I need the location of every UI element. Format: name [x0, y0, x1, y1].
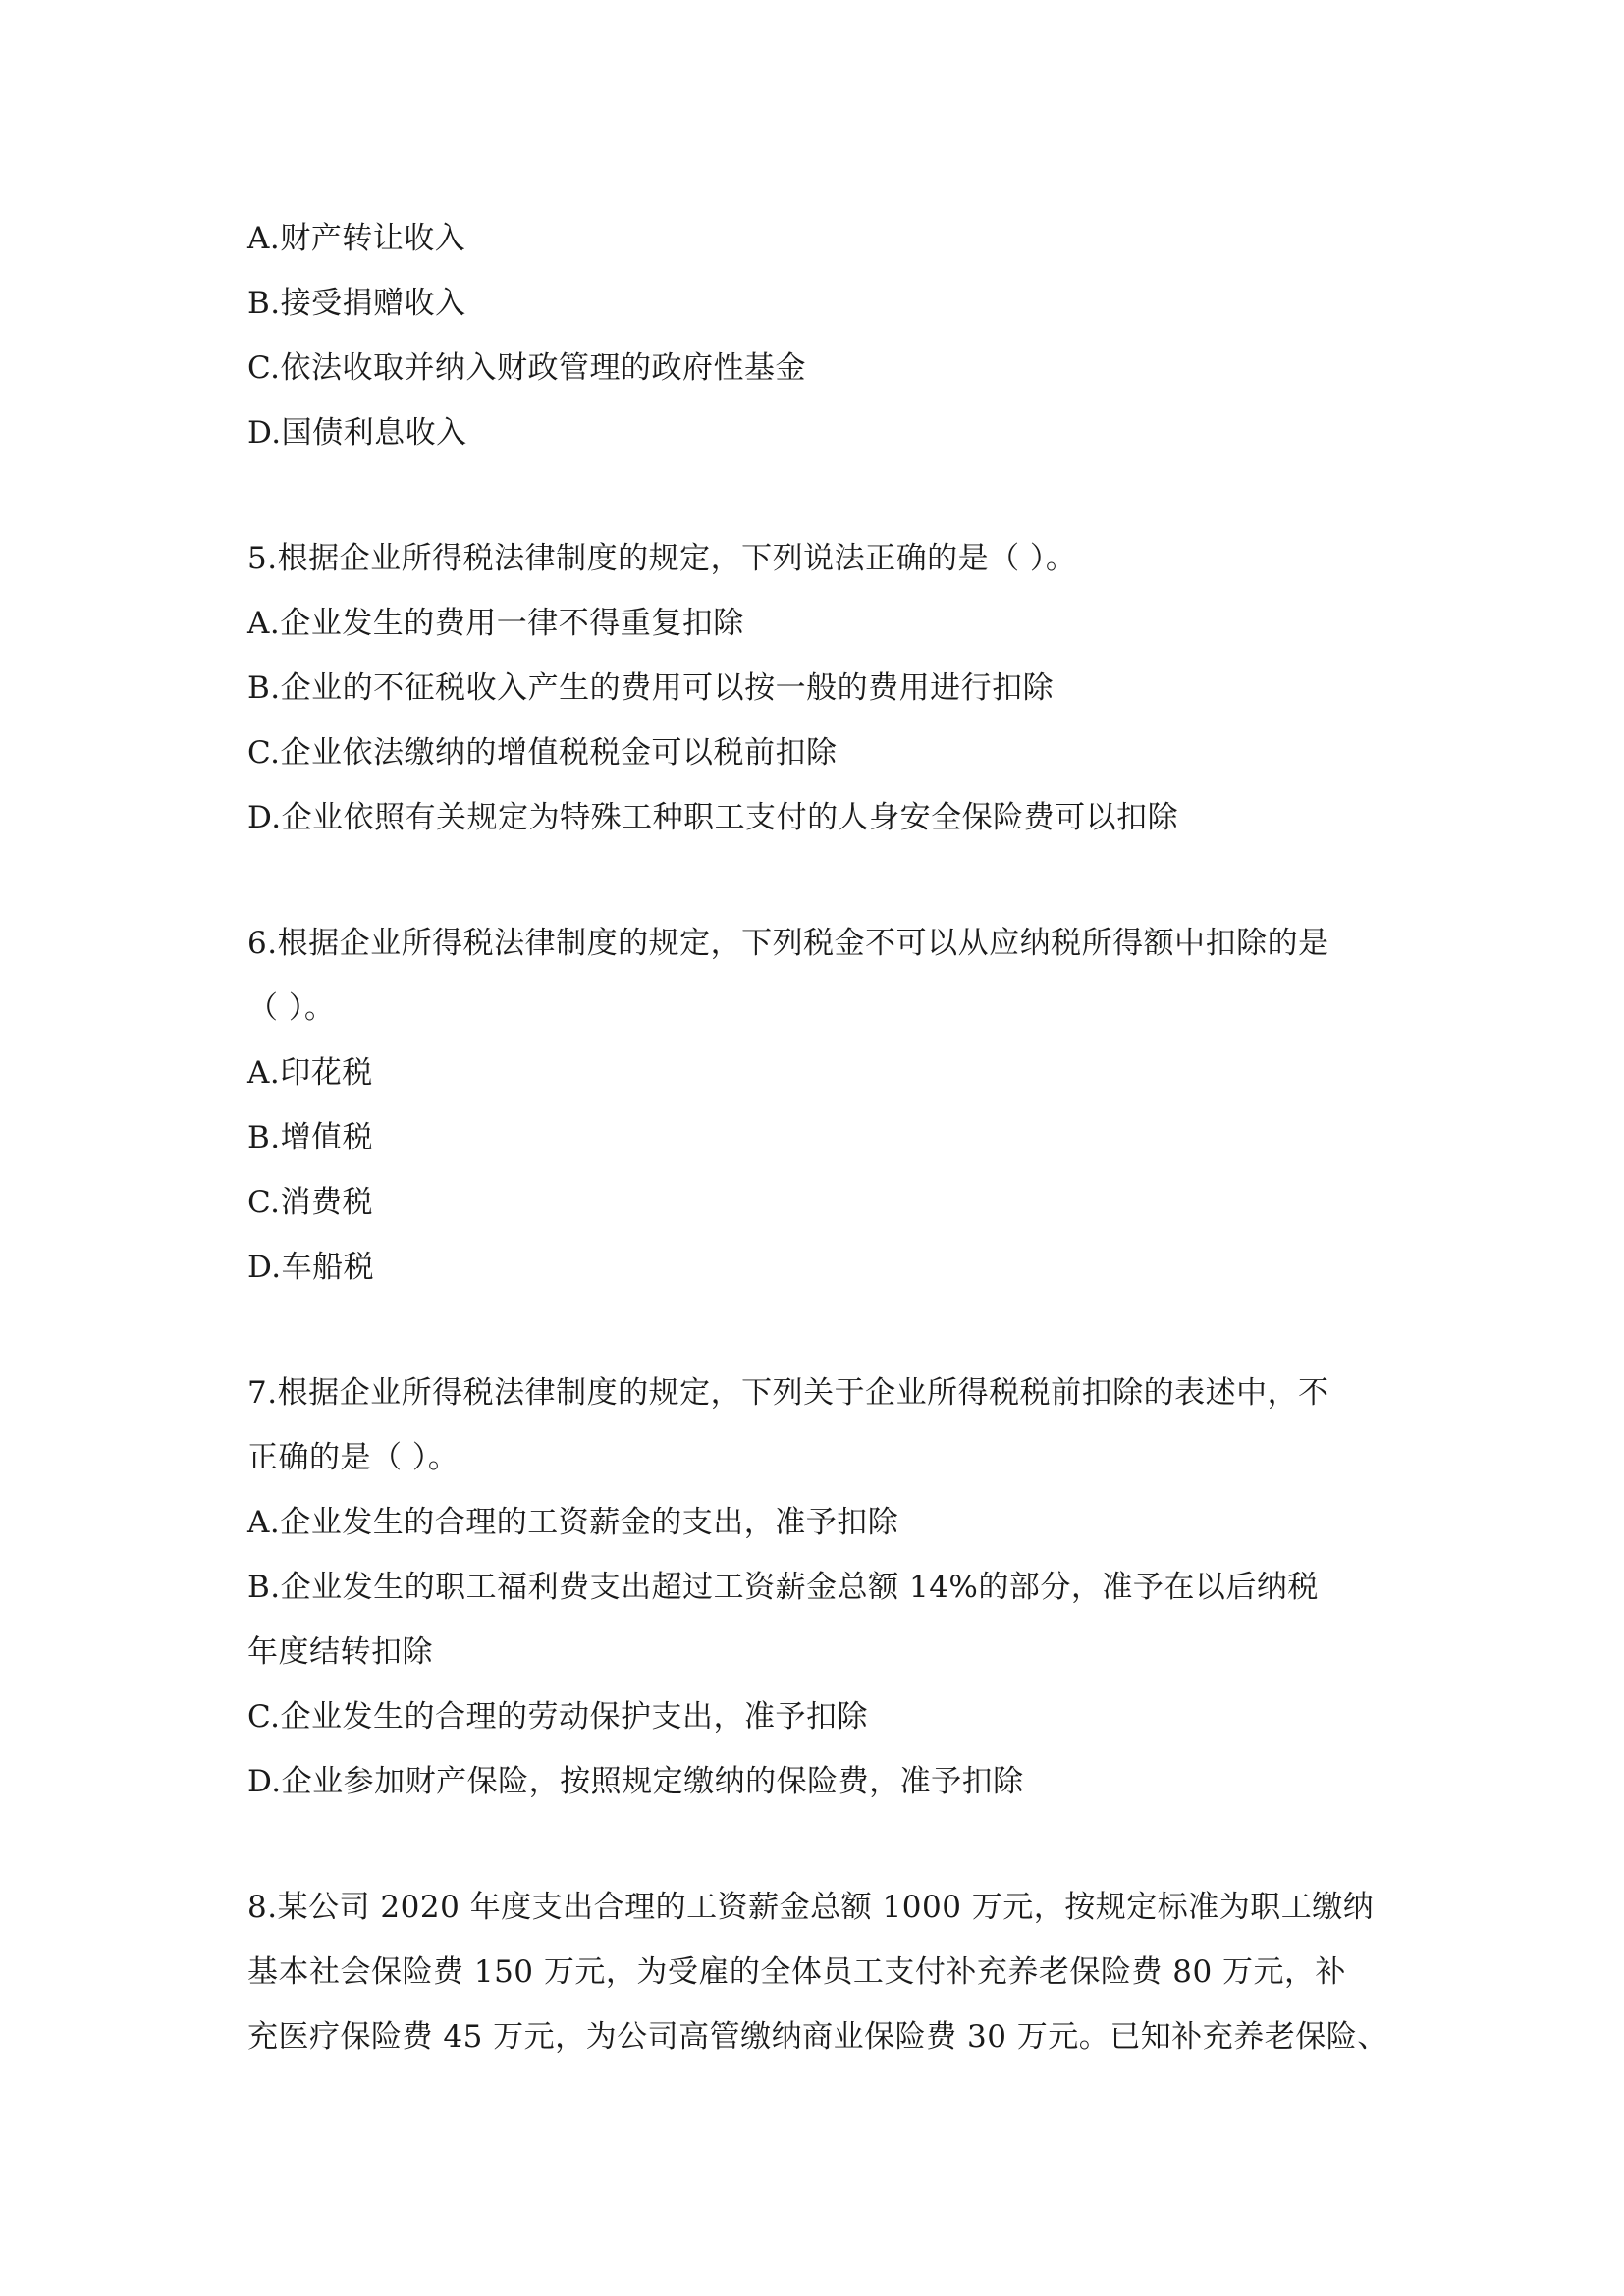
option-c: C.企业依法缴纳的增值税税金可以税前扣除	[247, 735, 838, 771]
option-d: D.企业依照有关规定为特殊工种职工支付的人身安全保险费可以扣除	[247, 800, 1179, 835]
question-stem-line-1: 6.根据企业所得税法律制度的规定，下列税金不可以从应纳税所得额中扣除的是	[247, 926, 1329, 961]
question-5	[247, 526, 1386, 850]
option-d: D.国债利息收入	[247, 415, 467, 451]
option-c: C.企业发生的合理的劳动保护支出，准予扣除	[247, 1699, 868, 1735]
option-a: A.印花税	[247, 1055, 373, 1091]
option-b-line-2: 年度结转扣除	[247, 1634, 433, 1670]
question-stem-line-3: 充医疗保险费 45 万元，为公司高管缴纳商业保险费 30 万元。已知补充养老保险、	[247, 2019, 1388, 2055]
spacer	[247, 1814, 1386, 1875]
option-d: D.车船税	[247, 1250, 375, 1285]
option-b: B.接受捐赠收入	[247, 286, 466, 321]
option-a: A.财产转让收入	[247, 221, 466, 256]
question-4-options	[247, 206, 1386, 465]
option-b: B.企业的不征税收入产生的费用可以按一般的费用进行扣除	[247, 670, 1055, 706]
option-b-line-1: B.企业发生的职工福利费支出超过工资薪金总额 14%的部分，准予在以后纳税	[247, 1570, 1319, 1605]
option-d: D.企业参加财产保险，按照规定缴纳的保险费，准予扣除	[247, 1764, 1024, 1799]
option-b: B.增值税	[247, 1120, 374, 1155]
question-stem-line-2: 正确的是（ ）。	[247, 1440, 460, 1475]
question-stem-line-2: （ ）。	[247, 990, 336, 1026]
document-content	[247, 206, 1386, 2069]
option-a: A.企业发生的合理的工资薪金的支出，准予扣除	[247, 1505, 899, 1540]
question-stem-line-2: 基本社会保险费 150 万元，为受雇的全体员工支付补充养老保险费 80 万元，补	[247, 1954, 1347, 1990]
question-8	[247, 1875, 1386, 2069]
option-c: C.依法收取并纳入财政管理的政府性基金	[247, 350, 806, 386]
spacer	[247, 465, 1386, 526]
question-stem: 5.根据企业所得税法律制度的规定，下列说法正确的是（ ）。	[247, 541, 1077, 576]
option-c: C.消费税	[247, 1185, 373, 1220]
option-a: A.企业发生的费用一律不得重复扣除	[247, 606, 744, 641]
question-6	[247, 911, 1386, 1300]
question-stem-line-1: 8.某公司 2020 年度支出合理的工资薪金总额 1000 万元，按规定标准为职工缴纳	[247, 1890, 1375, 1925]
question-7	[247, 1361, 1386, 1814]
spacer	[247, 850, 1386, 911]
spacer	[247, 1300, 1386, 1361]
question-stem-line-1: 7.根据企业所得税法律制度的规定，下列关于企业所得税税前扣除的表述中，不	[247, 1375, 1329, 1411]
